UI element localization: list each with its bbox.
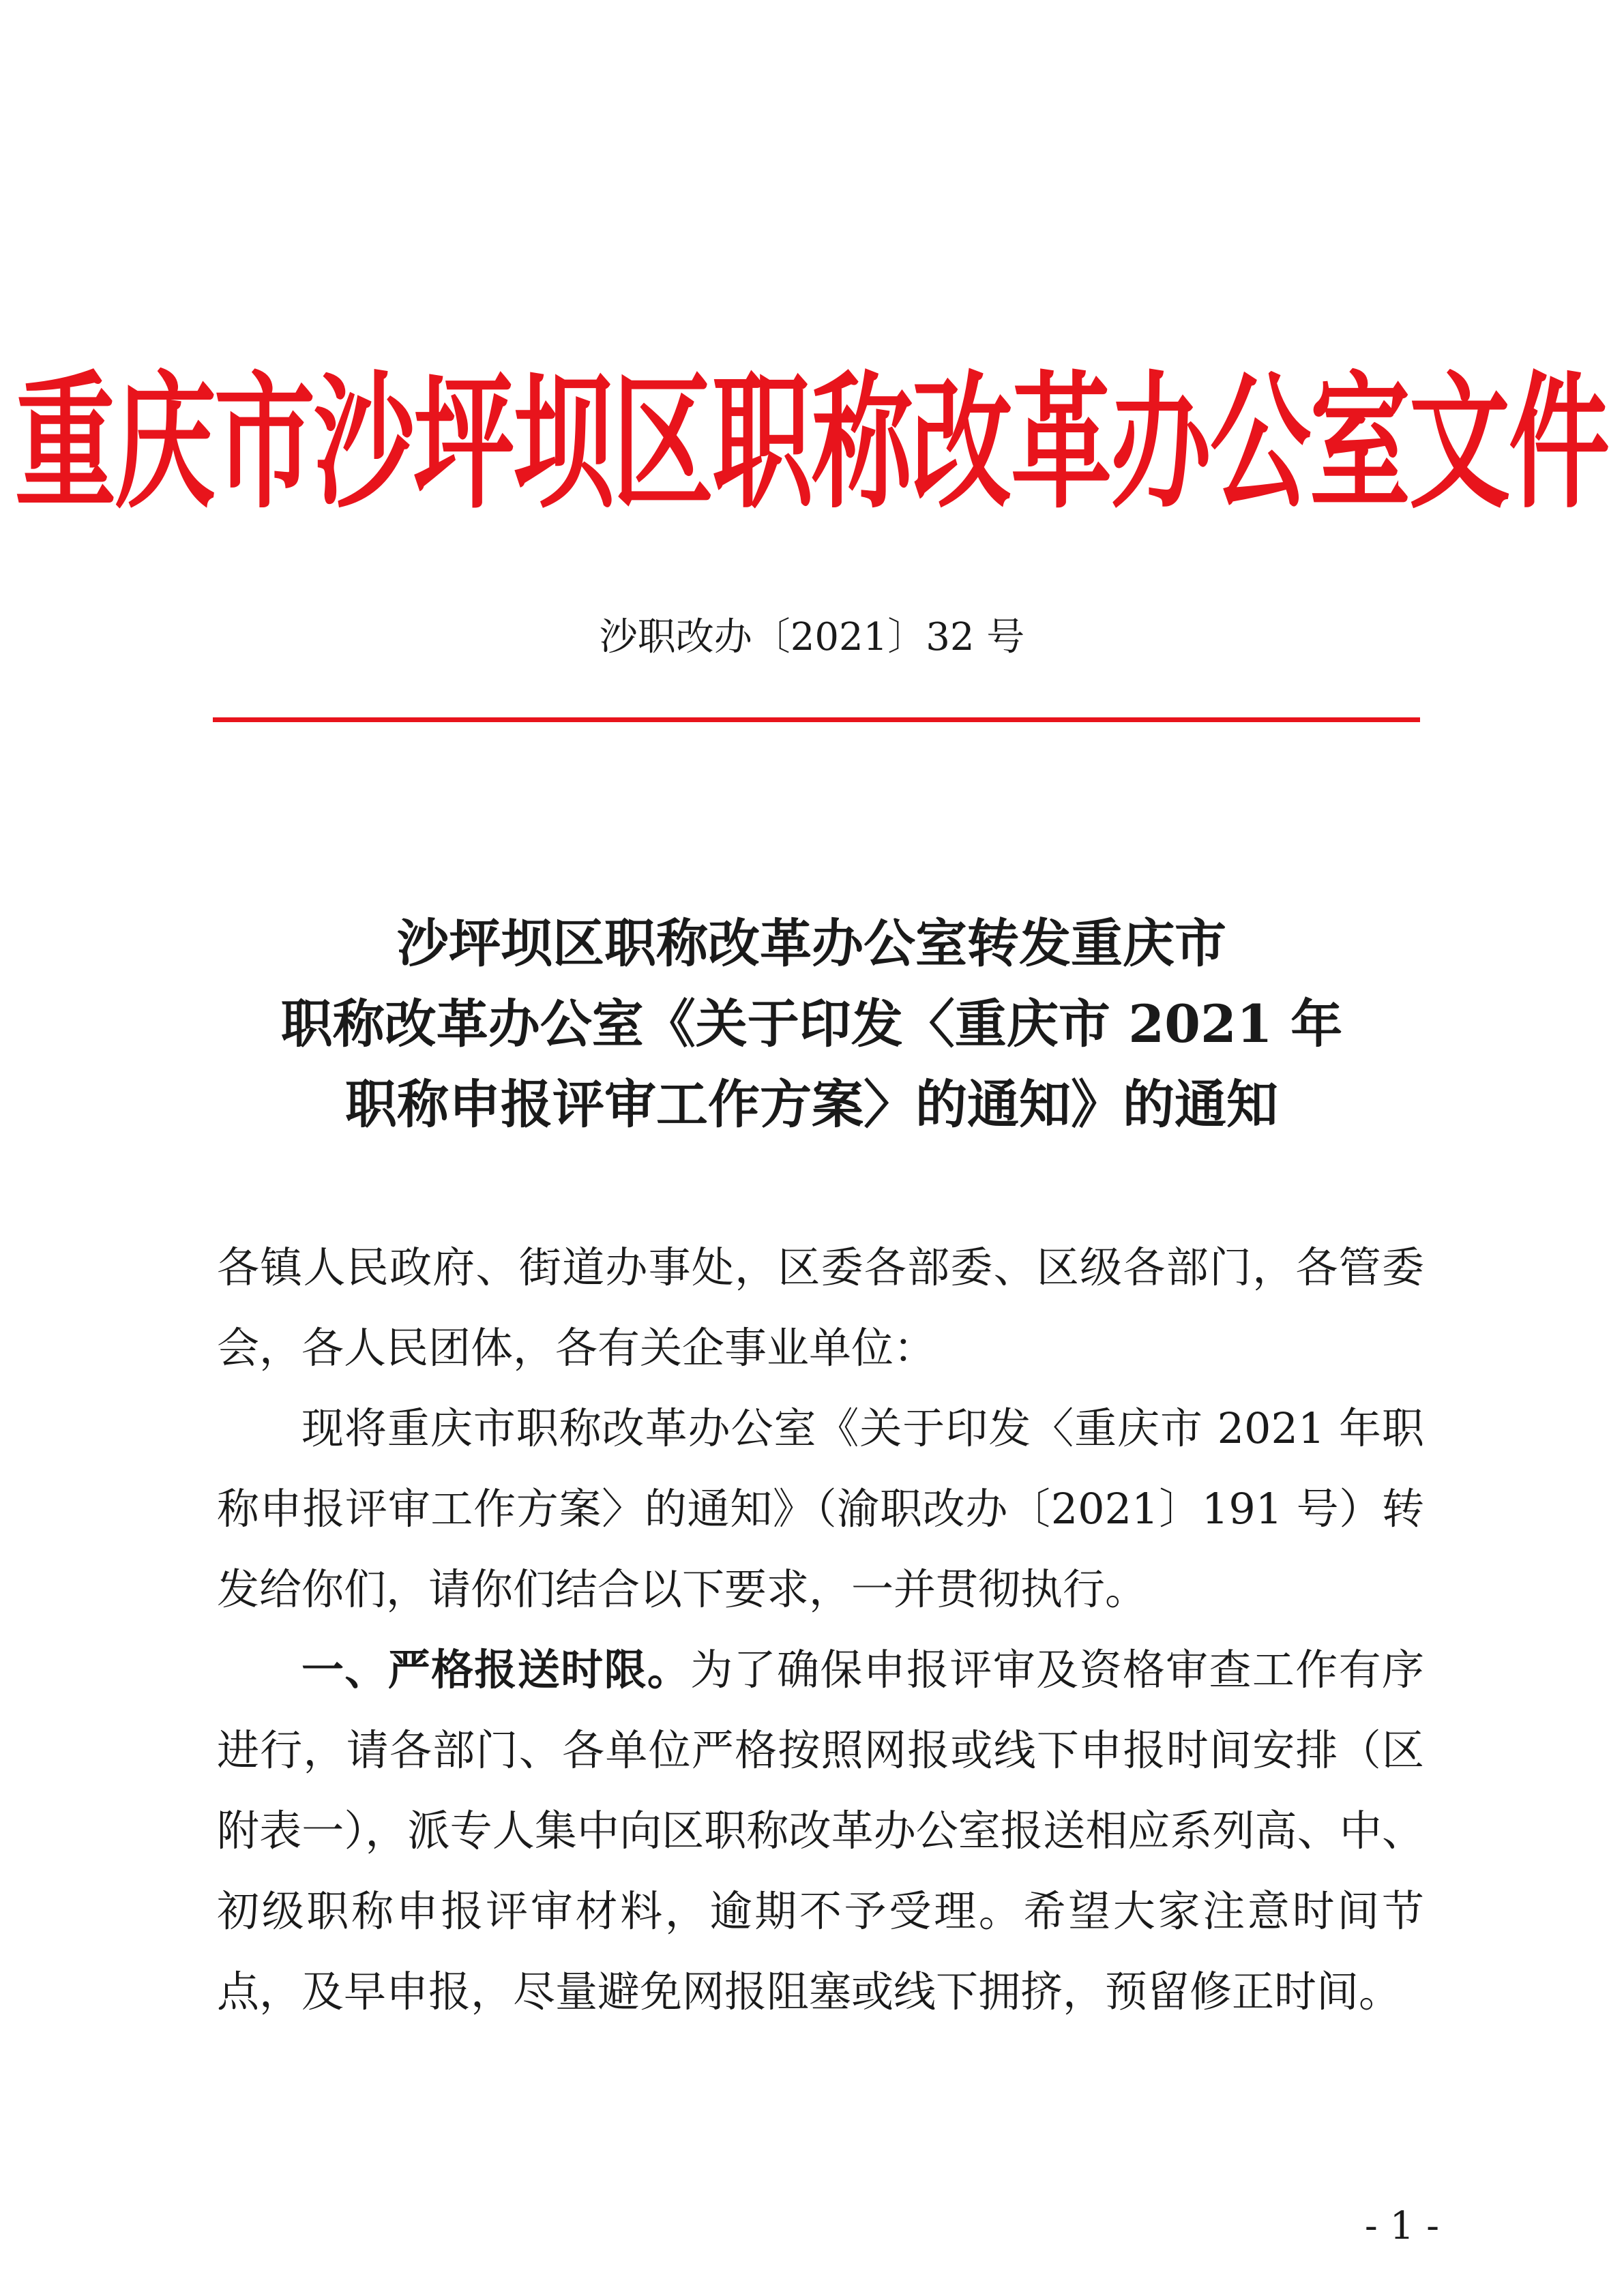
- recipients-paragraph: 各镇人民政府、街道办事处，区委各部委、区级各部门，各管委会，各人民团体，各有关企事业单位：: [217, 1242, 1424, 1373]
- document-masthead: [15, 341, 1608, 546]
- title-line-1: 沙坪坝区职称改革办公室转发重庆市: [397, 913, 1226, 974]
- document-number: 沙职改办〔2021〕32 号: [599, 615, 1025, 659]
- red-divider-line: [213, 717, 1420, 722]
- notice-title: [171, 904, 1453, 1145]
- title-line-3: 职称申报评审工作方案〉的通知》的通知: [345, 1074, 1278, 1135]
- page-number: - 1 -: [1364, 2204, 1439, 2248]
- section-1-heading: 一、严格报送时限。: [301, 1645, 691, 1695]
- masthead-title: 重庆市沙坪坝区职称改革办公室文件: [15, 358, 1608, 528]
- forwarding-paragraph: 现将重庆市职称改革办公室《关于印发〈重庆市 2021 年职称申报评审工作方案〉的通知》（渝职改办〔2021〕191 号）转发给你们，请你们结合以下要求，一并贯彻执行。: [217, 1403, 1424, 1614]
- section-1-text: 为了确保申报评审及资格审查工作有序进行，请各部门、各单位严格按照网报或线下申报时间安排（区附表一），派专人集中向区职称改革办公室报送相应系列高、中、初级职称申报评审材料，逾期不予受理。希望大家注意时间节点，及早申报，尽量避免网报阻塞或线下拥挤，预留修正时间。: [217, 1645, 1424, 2016]
- title-line-2: 职称改革办公室《关于印发〈重庆市 2021 年: [280, 994, 1343, 1054]
- section-1-paragraph: [217, 1630, 1424, 2032]
- notice-body: [217, 1227, 1424, 2032]
